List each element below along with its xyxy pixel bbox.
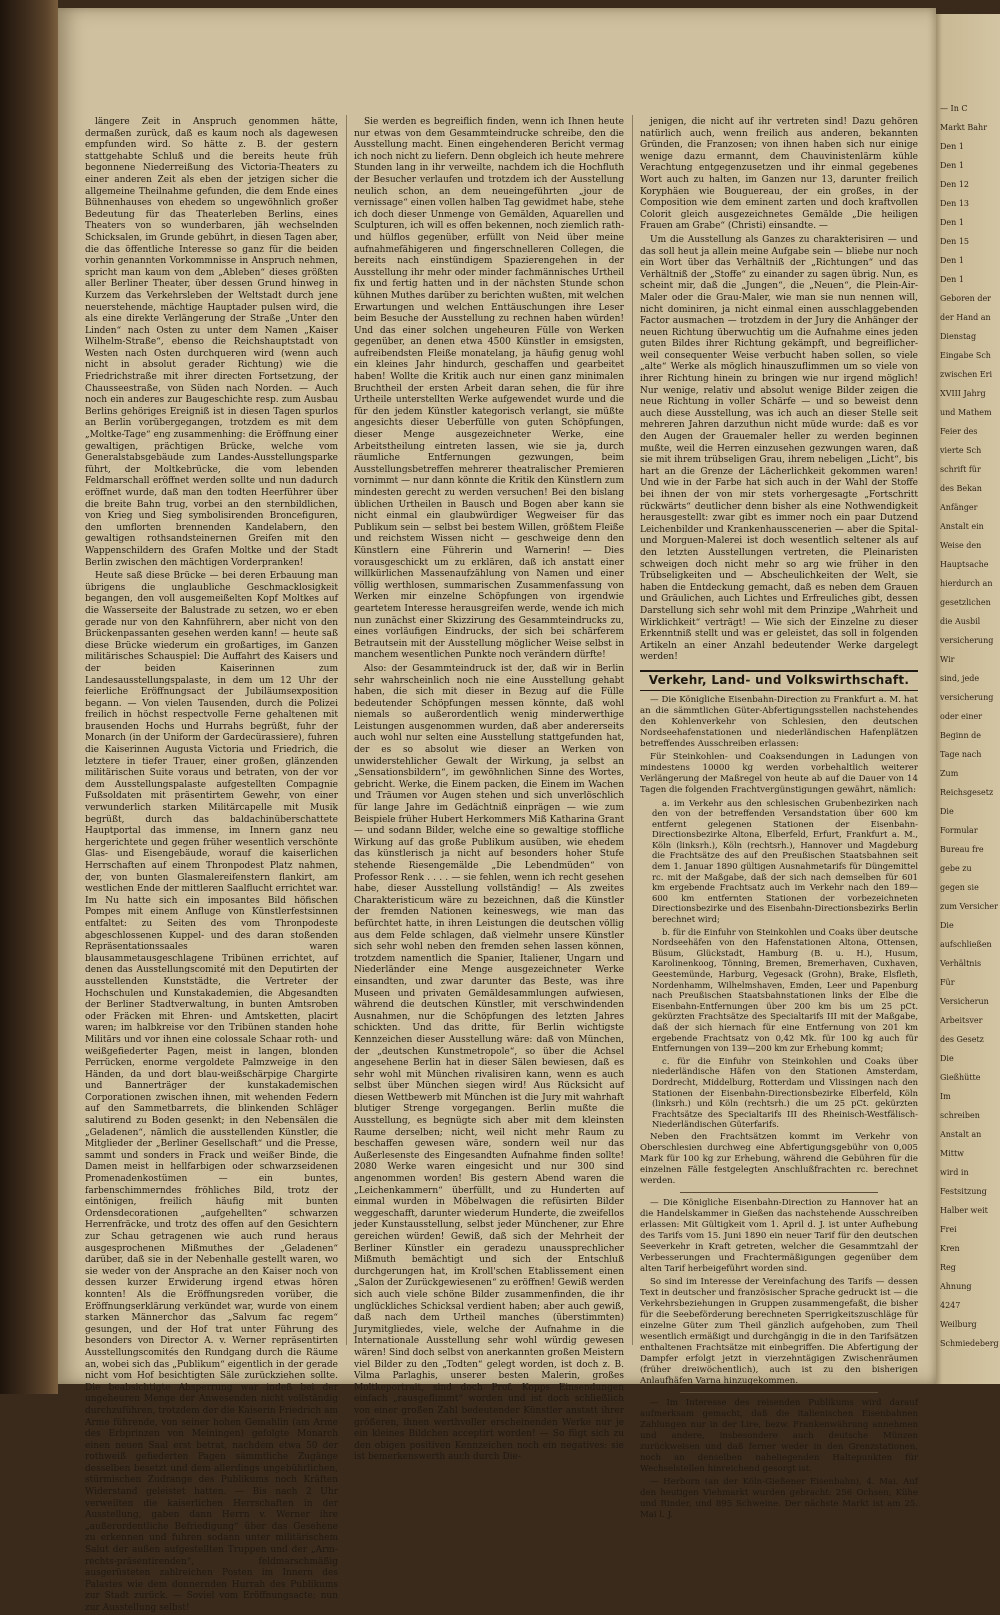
facing-page-fragment: Mittw — [940, 1149, 965, 1158]
facing-page-fragment: Ahnung — [940, 1282, 972, 1291]
facing-page-fragment: Versicherun — [940, 997, 989, 1006]
news-entry: — Im Interesse des reisenden Publikums wird darauf aufmerksam gemacht, daß die italienischen Eisenbahnen Zahlungen nur in der Lire, bezw. Frankenwährung annehmen und andere, insbesondere auch deutsche Münzen zurückweisen und daß ferner weder in den Grenzstationen, noch an denselben naheliegenden Haltepunkten für Wechselstellen hinreichend gesorgt ist. — [640, 1397, 918, 1474]
facing-page-fragment: Den 1 — [940, 218, 964, 227]
facing-page-fragment: und Mathem — [940, 408, 992, 417]
facing-page-fragment: Eingabe Sch — [940, 351, 991, 360]
facing-page-fragment: Bureau fre — [940, 845, 984, 854]
facing-page-fragment: Formular — [940, 826, 978, 835]
facing-page-fragment: Markt Bahr — [940, 123, 988, 132]
facing-page-fragment: Verhältnis — [940, 959, 982, 968]
facing-page-fragment: vierte Sch — [940, 446, 982, 455]
news-entry: — Die Königliche Eisenbahn-Direction zu Hannover hat an die Handelskammer in Gießen das nachstehende Ausschreiben erlassen: Mit Gültigkeit vom 1. April d. J. ist unter Aufhebung des Tarifs vom 15. Juni 1890 ein neuer Tarif für den deutschen Seeverkehr in Kraft getreten, welcher die Gesammtzahl der Verbesserungen und Frachtermäßigungen gegenüber dem alten Tarif herbeigeführt worden sind. — [640, 1197, 918, 1274]
facing-page-fragment: Frei — [940, 1225, 957, 1234]
tariff-item: b. für die Einfuhr von Steinkohlen und Coaks über deutsche Nordseehäfen von den Hafenstationen Altona, Ottensen, Büsum, Glückstadt, Hamburg (B. u. H.), Husum, Karolinenkoog, Tönning, Bremen, Bremerhaven, Cuxhaven, Geestemünde, Harburg, Vegesack (Grohn), Brake, Elsfleth, Nordenhamm, Wilhelmshaven, Emden, Leer und Papenburg nach Preußischen Staatsbahnstationen links der Elbe die Eisenbahn-Entfernungen über 200 km bis um 25 pCt. gekürzten Frachtsätze des Specialtarifs III mit der Maßgabe, daß der sich hiernach für eine Entfernung von 201 km ergebende Frachtsatz von 0,42 Mk. für 100 kg auch für Entfernungen von 139—200 km zur Erhebung kommt; — [652, 926, 918, 1054]
news-entry: Für Steinkohlen- und Coaksendungen in Ladungen von mindestens 10000 kg werden vorbehaltlich weiterer Verlängerung der Maßregel von heute ab auf die Dauer von 14 Tagen die folgenden Frachtvergünstigungen gewährt, nämlich: — [640, 751, 918, 795]
facing-page-fragment: Den 1 — [940, 142, 964, 151]
book-spine — [0, 0, 58, 1394]
facing-page-fragment: der Hand an — [940, 313, 991, 322]
facing-page-fragment: Zum — [940, 769, 959, 778]
divider — [680, 1192, 878, 1193]
column-rule — [632, 115, 633, 1345]
facing-page-fragment: Hauptsache — [940, 560, 989, 569]
facing-page-fragment: gegen sie — [940, 883, 979, 892]
divider — [680, 1392, 878, 1393]
facing-page-fragment: versicherung — [940, 636, 994, 645]
facing-page-fragment: des Gesetz — [940, 1035, 984, 1044]
facing-page-fragment: Den 12 — [940, 180, 970, 189]
news-entry: Neben den Frachtsätzen kommt im Verkehr von Oberschlesien durchweg eine Abfertigungsgebühr von 0,005 Mark für 100 kg zur Erhebung, während die Gebühren für die einzelnen Fälle festgelegten Anschlußfrachten rc. berechnet werden. — [640, 1131, 918, 1186]
facing-page-fragment: Im — [940, 1092, 951, 1101]
facing-page-fragment: Für — [940, 978, 955, 987]
column-2-paragraph: Sie werden es begreiflich finden, wenn ich Ihnen heute nur etwas von dem Gesammteindrucke schreibe, den die Ausstellung macht. Einen eingehenderen Bericht vermag ich noch nicht zu liefern. Denn obgleich ich heute mehrere Stunden lang in ihr verweilte, nachdem ich die Hochfluth der Besucher verlaufen und trotzdem ich der Ausstellung neulich schon, an dem neueingeführten „jour de vernissage“ einen vollen halben Tag gewidmet habe, stehe ich doch dieser Unmenge von Gemälden, Aquarellen und Sculpturen, ich will es offen bekennen, noch ziemlich rath- und hülflos gegenüber, erfüllt von Neid über meine aufnahmefähigeren und fingerschnelleren Collegen, die bereits nach einstündigem Spazierengehen in der Ausstellung ihr mehr oder minder fachmännisches Urtheil fix und fertig hatten und in der nächsten Stunde schon kühnen Muthes darüber zu berichten wußten, mit welchen Erwartungen und welchen Enttäuschungen ihre Leser beim Besuche der Ausstellung zu rechnen haben würden! Und das einer solchen ungeheuren Fülle von Werken gegenüber, an denen etwa 4500 Künstler in emsigsten, aufreibendsten Fleiße monatelang, ja häufig genug wohl ein kleines Jahr hindurch, geschaffen und gearbeitet haben! Wollte die Kritik auch nur einen ganz minimalen Bruchtheil der ersten Arbeit daran sehen, die für ihre Urtheile unterstellten Werke aufgewendet wurde und die für den jedem Künstler kategorisch verlangt, sie müßte angesichts dieser Ueberfülle von guten Schöpfungen, dieser Menge ausgezeichneter Werke, eine Arbeitstheilung eintreten lassen, wie sie ja, durch räumliche Entfernungen gezwungen, beim Ausstellungsbetreffen mehrerer theatralischer Premieren vornimmt — nur dann könnte die Kritik den Künstlern zum mindesten gerecht zu werden versuchen! Bei den bislang üblichen Urtheilen in Bausch und Bogen aber kann sie nicht einmal ein glaubwürdiger Wegweiser für das Publikum sein — selbst bei bestem Willen, größtem Fleiße und reichstem Wissen nicht — geschweige denn den Künstlern eine Führerin und Warnerin! — Dies vorausgeschickt um zu erklären, daß ich anstatt einer willkürlichen Massenaufzählung von Namen und einer völlig werthlosen, summarischen Zusammenfassung von Werken mir einzelne Schöpfungen von irgendwie geartetem Interesse herausgreifen werde, wende ich mich nun zunächst einer Skizzirung des Gesammteindrucks zu, eines vorläufigen Eindrucks, der sich bei schärferem Betrautsein mit der Ausstellung möglicher Weise selbst in manchem wesentlichen Punkte noch verändern dürfte! — [354, 117, 624, 661]
facing-page-fragment: zum Versicher — [940, 902, 998, 911]
column-1 — [85, 117, 338, 1613]
facing-page-fragment: aufschließen — [940, 940, 992, 949]
facing-page-fragment: Den 1 — [940, 161, 964, 170]
column-2 — [354, 117, 624, 1463]
section-heading: Verkehr, Land- und Volkswirthschaft. — [640, 670, 918, 691]
facing-page-fragment: Dienstag — [940, 332, 977, 341]
news-entry: — Herborn (an der Köln-Gießener Eisenbahn), 4. Mai. Auf den heutigen Viehmarkt wurden gebracht: 256 Ochsen, Kühe und Rinder, und 895 Schweine. Der nächste Markt ist am 25. Mai l. J. — [640, 1476, 918, 1520]
facing-page-fragment: Weilburg — [940, 1320, 977, 1329]
facing-page-fragment: Halber weit — [940, 1206, 988, 1215]
facing-page-fragment: versicherung — [940, 693, 994, 702]
facing-page-fragment: — In C — [940, 104, 968, 113]
column-1-paragraph: Heute saß diese Brücke — bei deren Erbauung man übrigens die unglaubliche Geschmacklosigkeit begangen, den voll ausgemeißelten Kopf Moltkes auf die Wasserseite der Balustrade zu setzen, wo er eben gerade nur von den Kahnführern, aber nicht von den Brückenpassanten gesehen werden kann! — heute saß diese Brücke wiederum ein großartiges, im Ganzen militärisches Schauspiel: Die Auffahrt des Kaisers und der beiden Kaiserinnen zum Landesausstellungspalaste, in dem um 12 Uhr der feierliche Eröffnungsact der Jubiläumsexposition begann. — Von vielen Tausenden, durch die Polizei freilich in höchst respectvolle Ferne gehaltenen mit brausenden Hochs und Hurrahs begrüßt, fuhr der Monarch (in der Uniform der Gardecürassiere), fuhren die Kaiserinnen Augusta Victoria und Friedrich, die letztere in tiefer Trauer, einer großen, glänzenden militärischen Suite voraus und betraten, von der vor dem Ausstellungspalaste aufgestellten Compagnie Fußsoldaten mit präsentirtem Gewehr, von einer verwunderlich starken Militärcapelle mit Musik begrüßt, durch das baldachinüberschattete Hauptportal das immense, im Innern ganz neu hergerichtete und gegen früher wesentlich verschönte Glas- und Eisengebäude, worauf die kaiserlichen Herrschaften auf einem Thronpodest Platz nahmen, der, von bunten Glasmalereifenstern flankirt, am westlichen Ende der mittleren Saalflucht errichtet war. Im Nu hatte sich ein imposantes Bild höfischen Pompes mit einem Anfluge von Künstlerfestsinnen entfaltet: zu Seiten des vom Thronpodeste abgeschlossenen Kuppel- und des daran stoßenden Repräsentationssaales waren blausammetausgeschlagene Tribünen errichtet, auf denen das Ausstellungscomité mit den Deputirten der ausstellenden Kunststädte, die Vertreter der Hochschulen und Kunstakademien, die Abgesandten der Berliner Stadtverwaltung, in bunten Amtsroben oder Fräcken mit Ehren- und Amtsketten, placirt waren; im halbkreise vor den Tribünen standen hohe Militärs und vor ihnen eine colossale Schaar roth- und weißgefiederter Pagen, meist in langen, blonden Perrücken, enorme vergoldete Palmzweige in den Händen, da und dort blau-weißschärpige Chargirte und Bannerträger der kunstakademischen Corporationen zwischen ihnen, mit wehenden Federn auf den Sammetbarrets, die blinkenden Schläger salutirend zu Boden gesenkt; in den Nebensälen die „Geladenen“, nämlich die ausstellenden Künstler, die Mitglieder der „Berliner Gesellschaft“ und die Presse, sammt und sonders in Frack und weißer Binde, die Damen meist in hellfarbigen oder schwarzseidenen Promenadenkostümen — ein buntes, farbenschimmerndes fröhliches Bild, trotz der eintönigen, freilich häufig mit bunten Ordensdecorationen „aufgehellten“ schwarzen Herrenfräcke, und trotz des offen auf den Gesichtern zur Schau getragenen wie auch rund heraus ausgesprochenen Mißmuthes der „Geladenen“ darüber, daß sie in der Nebenhalle gestellt waren, wo sie weder von der Ansprache an den Kaiser noch von dessen kurzer Erwiderung irgend etwas hören konnten! Als die Eröffnungsreden vorüber, die Eröffnungserklärung verkündet war, wurde von einem starken Männerchor das „Salvum fac regem“ gesungen, und der Hof trat unter Führung des besonders von Director A. v. Werner repräsentirten Ausstellungscomités den Rundgang durch die Räume an, wobei sich das „Publikum“ eigentlich in der gerade nicht vom Hof besichtigten Säle zurückziehen sollte. Die beabsichtigte Absperrung war indeß bei der ungeheuren Menge der Anwesenden nicht vollständig durchzuführen, trotzdem der die Kaiserin Friedrich am Arme führende, von seiner hohen Gemahlin (am Arme des Erbprinzen von Meiningen) gefolgte Monarch einen neuen Saal erst betrat, nachdem etwa 50 der rothweiß gefiederten Pagen sämmtliche Zugänge desselben besetzt und dem allerdings ungebührlichen, stürmischen Zudrange des Publikums noch Kräften Widerstand geleistet hatten. — Bis nach 2 Uhr verweilten die kaiserlichen Herrschaften in der Ausstellung, gaben dann Herrn v. Werner ihre „außerordentliche Befriedigung“ über das Gesehene zu erkennen und fuhren sodann unter militärischem Salut der außen aufgestellten Truppen und der „Arm-rechts-präsentirenden“, feldmarschmäßig ausgerüsteten zahlreichen Posten im Innern des Palastes wie dem donnernden Hurrah des Publikums zur Stadt zurück. — Soviel vom Eröffnungsacte; nun zur Ausstellung selbst! — [85, 571, 338, 1613]
column-3 — [640, 117, 918, 1520]
column-rule — [346, 115, 347, 1345]
facing-page-fragment: schrift für — [940, 465, 981, 474]
facing-page-fragment: XVIII Jahrg — [940, 389, 986, 398]
facing-page-fragment: Den 1 — [940, 256, 964, 265]
facing-page-fragment: Kren — [940, 1244, 960, 1253]
facing-page-fragment: Feier des — [940, 427, 978, 436]
facing-page-fragment: Den 15 — [940, 237, 970, 246]
column-2-paragraph: Also: der Gesammteindruck ist der, daß wir in Berlin sehr wahrscheinlich noch nie eine Ausstellung gehabt haben, die sich mit dieser in Bezug auf die Fülle bedeutender Schöpfungen messen könnte, daß wohl niemals so außerordentlich wenig minderwerthige Leistungen ausgenommen wurden, daß aber andererseits auch wohl nur selten eine Ausstellung stattgefunden hat, der es so absolut wie dieser an Werken von unwiderstehlicher Gewalt der Wirkung, ja selbst an „Sensationsbildern“, im gewöhnlichen Sinne des Wortes, gebricht. Werke, die Einem packen, die Einem im Wachen und Träumen vor Augen stehen und sich unverlöschlich für lange Jahre im Gedächtniß einprägen — wie zum Beispiele früher Hubert Herkommers Miß Katharina Grant — und sodann Bilder, welche eine so gewaltige stoffliche Wirkung auf das große Publikum ausüben, wie ehedem das künstlerisch ja nicht auf besonders hoher Stufe stehende Riesengemälde „Die Lebendmüden“ von Professor Renk . . . . — sie fehlen, wenn ich recht gesehen habe, dieser Ausstellung vollständig! — Als zweites Charakteristicum wäre zu bezeichnen, daß die Künstler der fremden Nationen keineswegs, wie man das befürchtet hatte, in ihren Leistungen die deutschen völlig aus dem Felde schlagen, daß vielmehr unsere Künstler sich sehr wohl neben den fremden sehen lassen können, trotzdem namentlich die Spanier, Italiener, Ungarn und Niederländer eine Menge ausgezeichneter Werke einsandten, und zwar darunter das Beste, was ihre Museen und privaten Gemäldesammlungen aufwiesen, während die deutschen Künstler, mit verschwindenden Ausnahmen, nur die Schöpfungen des letzten Jahres schickten. Und das dritte, für Berlin wichtigste Kennzeichen dieser Ausstellung wäre: daß von München, der „deutschen Kunstmetropole“, so über die Achsel angesehene Berlin hat in dieser Sälen bewiesen, daß es sehr wohl mit München rivalisiren kann, wenn es auch selbst über München siegen wird! Aus Rücksicht auf diesen Wettbewerb mit München ist die Jury mit wahrhaft blutiger Strenge vorgegangen. Berlin mußte die Ausstellung, es begnügte sich aber mit dem kleinsten Raume derselben; nicht, weil nicht mehr Raum zu beschaffen gewesen wäre, sondern weil nur das Außerlesenste des Eingesandten Aufnahme finden sollte! 2080 Werke waren eingesicht und nur 300 sind angenommen worden! Bis gestern Abend waren die „Leichenkammern“ überfüllt, und zu Hunderten auf einmal wurden in Möbelwagen die refüsirten Bilder weggeschafft, darunter wiederum Hunderte, die zweifellos jeder Kunstausstellung, selbst jeder Münchener, zur Ehre gereichen würden! Gewiß, daß sich der Mehrheit der Berliner Künstler ein geradezu unaussprechlicher Mißmuth bemächtigt und sich der Entschluß durchgerungen hat, im Kroll'schen Etablissement einen „Salon der Zurückgewiesenen“ zu eröffnen! Gewiß werden sich auch viele schöne Bilder zusammenfinden, die ihr unglückliches Schicksal verdient haben; aber auch gewiß, daß nach dem Urtheil manches (überstimmten) Jurymitgliedes, viele, welche der Aufnahme in die Internationale Ausstellung sehr wohl würdig gewesen wären! Sind doch selbst von anerkannten großen Meistern viel Bilder zu den „Todten“ gelegt worden, ist doch z. B. Vilma Parlaghis, unserer besten Malerin, großes Moltkeportrait, sind doch Prof. Kopps Einsendungen einfach „rausgeflimmt“ worden und ist doch schließlich von einer großen Zahl bedeutender Künstler anstatt ihrer größeren, ihnen werthvoller erscheinenden Werke nur je ein kleines Bildchen acceptirt worden! — So fügt sich zu den obigen positiven Kennzeichen noch ein negatives: sie ist bemerkenswerth auch durch Die- — [354, 663, 624, 1463]
facing-page-fragment: Gießhütte — [940, 1073, 981, 1082]
news-entry: — Die Königliche Eisenbahn-Direction zu Frankfurt a. M. hat an die sämmtlichen Güter-Abfertigungsstellen nachstehendes den Kohlenverkehr von Schlesien, den deutschen Nordseehafenstationen und niederländischen Hafenplätzen betreffendes Ausschreiben erlassen: — [640, 694, 918, 749]
facing-page-fragment: Anfänger — [940, 503, 978, 512]
facing-page-fragment: die Ausbil — [940, 617, 981, 626]
facing-page-edge — [936, 14, 1000, 1384]
facing-page-fragment: schreiben — [940, 1111, 980, 1120]
facing-page-fragment: Arbeitsver — [940, 1016, 983, 1025]
facing-page-fragment: gesetzlichen — [940, 598, 991, 607]
facing-page-fragment: des Bekan — [940, 484, 982, 493]
facing-page-fragment: wird in — [940, 1168, 969, 1177]
facing-page-fragment: Den 1 — [940, 275, 964, 284]
column-3-paragraph: jenigen, die nicht auf ihr vertreten sind! Dazu gehören natürlich auch, wenn freilich aus anderen, bekannten Gründen, die Franzosen; von ihnen haben sich nur einige wenige dazu ermannt, dem Chauvinistenlärm kühle Verachtung entgegenzusetzen und ihr einmal gegebenes Wort auch zu halten, im Ganzen nur 13, darunter freilich Koryphäen wie Bouguereau, der ein großes, in der Composition wie dem eminent zarten und doch kraftvollen Colorit gleich ausgezeichnetes Gemälde „Die heiligen Frauen am Grabe“ (Christi) einsandte. — — [640, 117, 918, 232]
facing-page-fragment: Die — [940, 1054, 954, 1063]
facing-page-fragment: Schmiedeberg — [940, 1339, 999, 1348]
facing-page-fragment: sind, jede — [940, 674, 980, 683]
facing-page-fragment: oder einer — [940, 712, 983, 721]
facing-page-fragment: Tage nach — [940, 750, 982, 759]
facing-page-fragment: Die — [940, 921, 954, 930]
facing-page-fragment: Den 13 — [940, 199, 970, 208]
facing-page-fragment: gebe zu — [940, 864, 972, 873]
column-1-paragraph: längere Zeit in Anspruch genommen hätte, dermaßen zurück, daß es kaum noch als dagewesen empfunden wird. So hätte z. B. der gestern stattgehabte Schluß und die bereits heute früh begonnene Niederreißung des Victoria-Theaters zu einer anderen Zeit als eben der jetzigen sicher die allgemeine Theilnahme gefunden, die dem Ende eines Bühnenhauses von ehedem so ungewöhnlich großer Bedeutung für das Theaterleben Berlins, eines Theaters von so wunderbaren, jäh wechselnden Schicksalen, im Grunde gebührt, in diesen Tagen aber, die das öffentliche Interesse so ganz für die beiden vorhin genannten Vorkommnisse in Anspruch nehmen, spricht man kaum von dem „Ableben“ dieses größten aller Berliner Theater, über dessen Grund hinweg in Kurzem das Verkehrsleben der Weltstadt durch jene neuerstehende, mächtige Hauptader pulsen wird, die als eine direkte Verlängerung der Straße „Unter den Linden“ nach Osten zu unter dem Namen „Kaiser Wilhelm-Straße“, ebenso die Reichshauptstadt von Westen nach Osten durchqueren wird (wenn auch nicht in absolut gerader Richtung) wie die Friedrichstraße mit ihrer directen Fortsetzung, der Chausseestraße, von Süden nach Norden. — Auch noch ein anderes zur Baugeschichte resp. zum Ausbau Berlins gehöriges Ereigniß ist in diesen Tagen spurlos an Berlin vorübergegangen, trotzdem es mit dem „Moltke-Tage“ eng zusammenhing: die Eröffnung einer gewaltigen, prächtigen Brücke, welche vom Generalstabsgebäude zum Landes-Ausstellungsparke führt, der Moltkebrücke, die vom lebenden Feldmarschall eröffnet werden sollte und nun dadurch eröffnet wurde, daß man den todten Heerführer über die breite Bahn trug, vorbei an den sternbildlichen, von Krieg und Sieg symbolisirenden Broncefiguren, den umflorten brennenden Kandelabern, den gewaltigen rothsandsteinernen Greifen mit den Wappenschildern des Grafen Moltke und der Stadt Berlin zwischen den mächtigen Vorderpranken! — [85, 117, 338, 568]
facing-page-fragment: hierdurch an — [940, 579, 993, 588]
facing-page-fragment: Festsitzung — [940, 1187, 987, 1196]
facing-page-fragment: zwischen Eri — [940, 370, 993, 379]
facing-page-fragment: Geboren der — [940, 294, 991, 303]
facing-page-fragment: Beginn de — [940, 731, 981, 740]
facing-page-fragment: Weise den — [940, 541, 982, 550]
facing-page-fragment: Die — [940, 807, 954, 816]
tariff-item: c. für die Einfuhr von Steinkohlen und Coaks über niederländische Häfen von den Stationen Amsterdam, Dordrecht, Middelburg, Rotterdam und Vlissingen nach den Stationen der Eisenbahn-Directionsbezirke Elberfeld, Köln (linksrh.) und Köln (rechtsrh.) die um 25 pCt. gekürzten Frachtsätze des Specialtarifs III des Rheinisch-Westfälisch-Niederländischen Güterfarifs. — [652, 1055, 918, 1130]
facing-page-fragment: Reichsgesetz — [940, 788, 994, 797]
tariff-item: a. im Verkehr aus den schlesischen Grubenbezirken nach den von der betreffenden Versandstation über 600 km entfernt gelegenen Stationen der Eisenbahn-Directionsbezirke Altona, Elberfeld, Erfurt, Frankfurt a. M., Köln (linksrh.), Köln (rechtsrh.), Hannover und Magdeburg die Frachtsätze des auf den Preußischen Staatsbahnen seit dem 1. Januar 1890 gültigen Ausnahmetarifs für Düngemittel rc. mit der Maßgabe, daß der sich nach demselben für 601 km ergebende Frachtsatz auch im Verkehr nach den 189—600 km entfernten Stationen der vorbezeichneten Directionsbezirke und des Eisenbahn-Directionsbezirks Berlin berechnet wird; — [652, 797, 918, 925]
news-entry: So sind im Interesse der Vereinfachung des Tarifs — dessen Text in deutscher und französischer Sprache gedruckt ist — die Verkehrsbeziehungen in Gruppen zusammengefaßt, die bisher für die Seebeförderung berechneten Sperrigkeitszuschläge für einzelne Güter zum Theil gänzlich aufgehoben, zum Theil wesentlich ermäßigt und durchgängig in die in den Tarifsätzen enthaltenen Frachtsätze mit einbegriffen. Die Abfertigung der Dampfer erfolgt jetzt in vierzehntägigen Zwischenräumen (früher dreiwöchentlich), auch ist zu den bisherigen Anlaufhäfen Varna hinzugekommen. — [640, 1276, 918, 1386]
facing-page-fragment: Reg — [940, 1263, 956, 1272]
facing-page-fragment: Wir — [940, 655, 955, 664]
facing-page-fragment: Anstalt an — [940, 1130, 982, 1139]
facing-page-fragment: Anstalt ein — [940, 522, 984, 531]
facing-page-fragment: 4247 — [940, 1301, 961, 1310]
column-3-paragraph: Um die Ausstellung als Ganzes zu charakterisiren — und das soll heut ja allein meine Aufgabe sein — bliebe nur noch ein Wort über das Verhältniß der „Richtungen“ und das Verhältniß der „Stoffe“ zu einander zu sagen übrig. Nun, es scheint mir, daß die „Jungen“, die „Neuen“, die Plein-Air-Maler oder die Grau-Maler, wie man sie nun nennen will, nicht dominiren, ja nicht einmal einen ausschlaggebenden Factor ausmachen — trotzdem in der Jury die Anhänger der neuen Richtung überwuchtig um die Aufnahme eines jeden guten Bildes ihrer Richtung gekämpft, und begreiflicher-weil consequenter Weise verbucht haben sollen, so viele „alte“ Werke als möglich hinauszuflimmen um so viele von ihrer Richtung hinein zu bringen wie nur irgend möglich! Nur wenige, relativ und absolut wenige Bilder zeigen die neue Richtung in voller Schärfe — und so beweist denn auch diese Ausstellung, was ich auch an dieser Stelle seit mehreren Jahren darzuthun nicht müde wurde: daß es vor den Augen der Grauemaler heller zu werden beginnen mußte, weil die Herren einzusehen gezwungen waren, daß sie mit ihrem trübseligen Grau, ihrem nebeligen „Licht“, bis hart an die Grenze der Lächerlichkeit gekommen waren! Und wie in der Farbe hat sich auch in der Wahl der Stoffe bei ihnen der von mir stets vorhergesagte „Fortschritt rückwärts“ deutlicher denn bisher als eine Nothwendigkeit herausgestellt: zwar gibt es immer noch ein paar Dutzend Leichenbilder und Krankenhausscenerien — aber die Spital- und Morguen-Malerei ist doch wesentlich seltener als auf den letzten Ausstellungen vertreten, die Pleinaristen schweigen doch nicht mehr so arg wie früher in den Trübseligkeiten und — Abscheulichkeiten der Welt, sie haben die Entdeckung gemacht, daß es neben dem Grauen und Gräulichen, auch Lichtes und Erfreuliches gibt, dessen Darstellung sich sehr wohl mit dem Prinzipe „Wahrheit und Wirklichkeit“ verträgt! — Wie sich der Einzelne zu dieser Erkenntniß stellt und was er geleistet, das soll in folgenden Artikeln an einer Anzahl bedeutender Werke dargelegt werden! — [640, 234, 918, 663]
